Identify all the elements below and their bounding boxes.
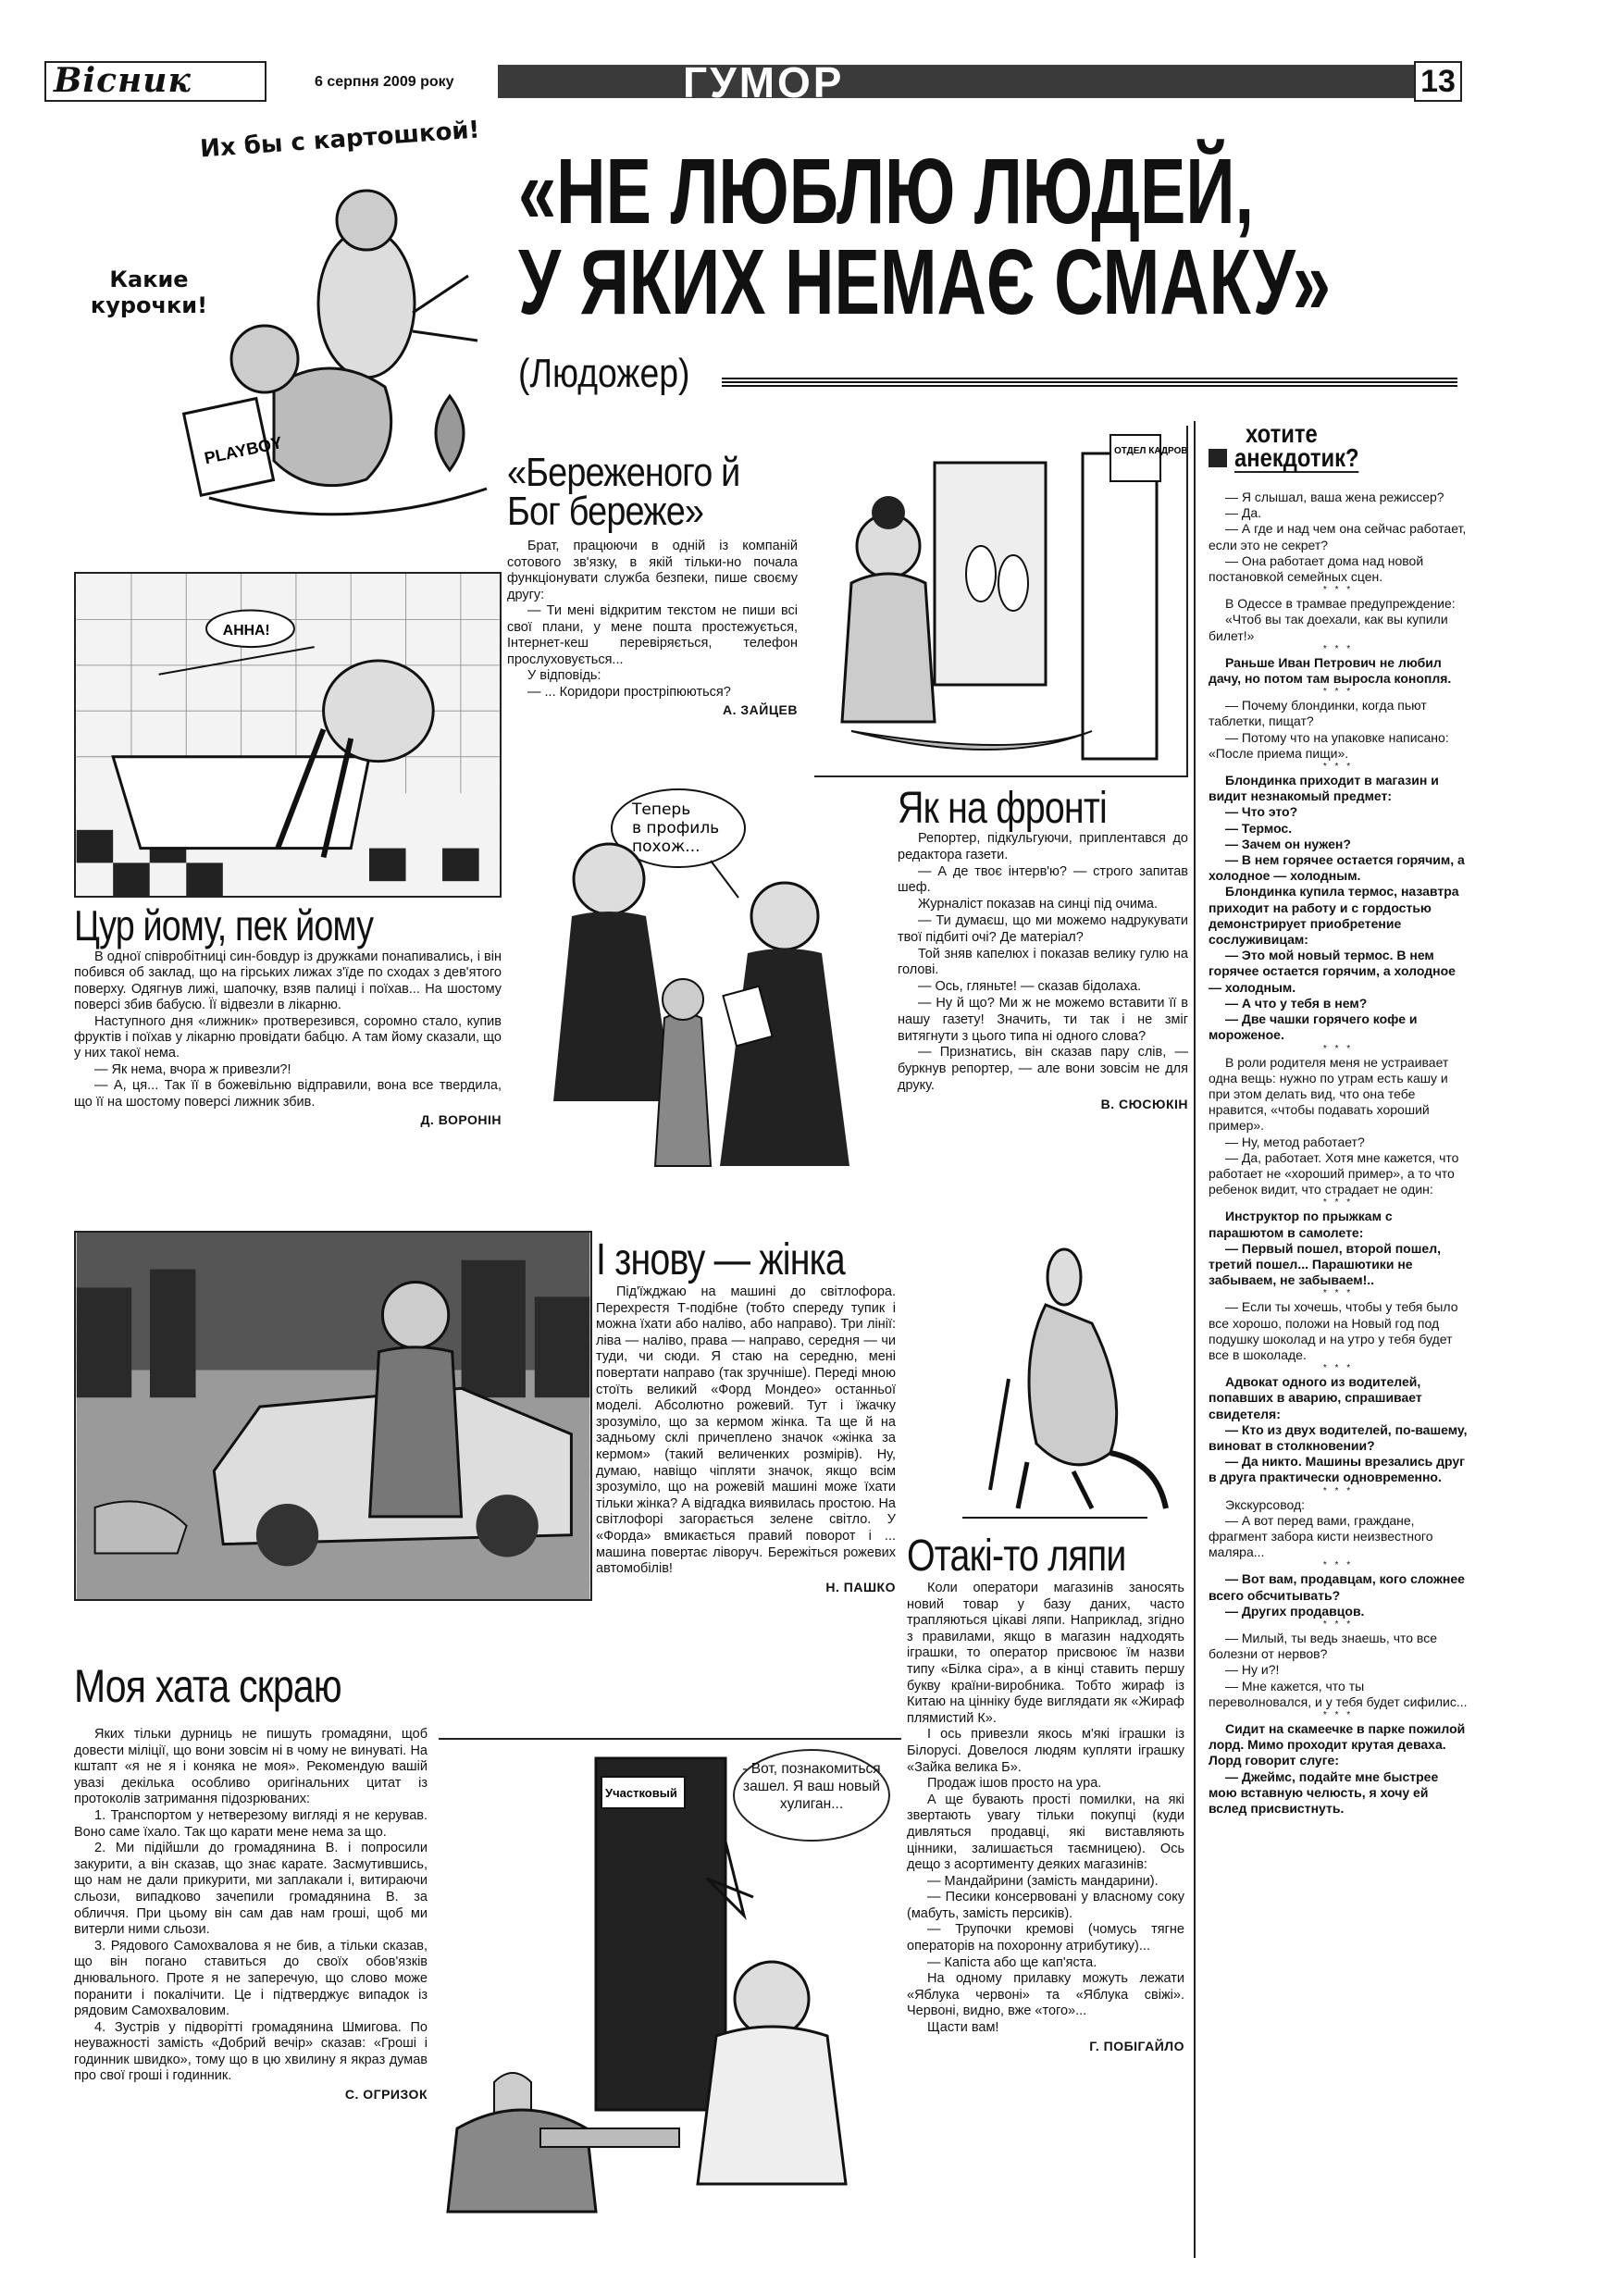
story-khata — [74, 1660, 428, 2103]
paragraph: — Мандайрини (замість мандарини). — [927, 1873, 1159, 1889]
guards-bubble-text: Теперь — [632, 800, 691, 819]
joke-line: — Почему блондинки, когда пьют таблетки, пищат? — [1209, 698, 1427, 729]
headline-rule — [722, 376, 1457, 387]
joke-separator: * * * — [1322, 1485, 1354, 1496]
joke-line: — Других продавцов. — [1225, 1603, 1365, 1619]
paragraph: А ще бувають прості помилки, на які звертають увагу тільки покупці (куди дивляться продавці, які виставляють цінники, залишається таємницею). Ось дещо з асортименту деяких магазинів: — [907, 1792, 1184, 1873]
police-door-sign: Участковый — [605, 1786, 677, 1800]
story-znovu-body — [596, 1284, 896, 1578]
office-sign: ОТДЕЛ КАДРОВ — [1114, 446, 1186, 456]
paragraph: — Трупочки кремові (чомусь тягне операторів на похоронну атрибутику)... — [907, 1922, 1184, 1954]
paragraph: — Ну й що? Ми ж не можемо вставити її в нашу газету! Значить, ти так і не зміг витягнути з цього типа ні одного слова? — [898, 995, 1188, 1044]
cavemen-drawing — [135, 165, 505, 544]
paragraph: Репортер, підкульгуючи, приплентався до редактора газети. — [898, 831, 1188, 862]
paragraph: 2. Ми підійшли до громадянина В. і попросили закурити, а він сказав, що знає карате. Засмутившись, що нам не дали прикурити, ми заплакали і, витираючи сльози, випадково зачепили громадянина В. за обличчя. При цьому він сам дав нам гроші, щоб ми витерли ними сльози. — [74, 1841, 428, 1938]
story-front-title: Як на фронті — [898, 784, 1107, 833]
story-bereg-body — [507, 539, 798, 701]
guards-bubble-text-line: в профиль — [632, 819, 720, 837]
story-znovu — [596, 1235, 896, 1594]
joke-separator: * * * — [1322, 643, 1354, 654]
cartoon-caption-chicks: Какие курочки! — [90, 267, 208, 318]
logo: Вісник — [54, 61, 192, 100]
joke-line: — Если ты хочешь, чтобы у тебя было все хорошо, положи на Новый год под подушку шоколад и на утро у тебя будет все в шоколаде. — [1209, 1299, 1458, 1362]
paragraph: В одної співробітниці син-бовдур із дружками понапивались, і він побився об заклад, що на гірських лижах з'їде по сходах з дев'ятого поверху. Одягнув лижі, шапочку, взяв палиці і поїхав... На шостому поверсі збив бабусю. Її відвезли в лікарню. — [74, 949, 502, 1013]
jokes-list — [1209, 490, 1468, 1817]
paragraph: — А де твоє інтерв'ю? — строго запитав шеф. — [898, 863, 1188, 896]
paragraph: Той зняв капелюх і показав велику гулю на голові. — [898, 946, 1188, 978]
joke-line: — Милый, ты ведь знаешь, что все болезни от нервов? — [1209, 1631, 1437, 1662]
story-tsur — [74, 901, 502, 1128]
paragraph: І ось привезли якось м'які іграшки із Білорусі. Довелося людям купляти іграшку «Зайка велика Б». — [907, 1727, 1184, 1775]
joke-separator: * * * — [1322, 1560, 1354, 1571]
issue-date: 6 серпня 2009 року — [315, 74, 454, 90]
story-znovu-signature: Н. ПАШКО — [825, 1579, 896, 1594]
headline-line-1: «НЕ ЛЮБЛЮ ЛЮДЕЙ, — [518, 140, 1255, 243]
jokes-square-icon — [1209, 449, 1227, 467]
kangaroo-cartoon — [925, 1240, 1175, 1527]
joke-line: — Я слышал, ваша жена режиссер? — [1225, 490, 1444, 504]
logo-box — [44, 61, 267, 102]
joke-line: — Она работает дома над новой постановкой семейных сцен. — [1209, 552, 1424, 585]
paragraph: 3. Рядового Самохвалова я не бив, а тільки сказав, що він погано ставиться до своїх обов'язків днювального. Проте я не заперечую, що слово може поранити і покалічити. Це і підтверджує випадок із рядовим Самохваловим. — [74, 1938, 428, 2019]
jokes-title-line-1: хотите — [1246, 419, 1318, 448]
joke-line: — Что это? — [1225, 804, 1298, 820]
joke-line: — Ну и?! — [1225, 1662, 1280, 1678]
headline-line-2: У ЯКИХ НЕМАЄ СМАКУ» — [518, 230, 1332, 334]
joke-line: — В нем горячее остается горячим, а холодное — холодным. — [1209, 852, 1465, 884]
story-khata-signature: С. ОГРИЗОК — [344, 2087, 428, 2103]
joke-line: Инструктор по прыжкам с парашютом в самолете: — [1209, 1209, 1393, 1240]
paragraph: На одному прилавку можуть лежати «Яблука червоні» та «Яблука свіжі». Червоні, видно, вже «того»... — [907, 1971, 1184, 2019]
paragraph: — Признатись, він сказав пару слів, — буркнув репортер, — але вони зовсім не для друку. — [898, 1045, 1188, 1093]
paragraph: Брат, працюючи в одній із компаній сотового зв'язку, в якій тільки-но почала функціонувати служба безпеки, пише своєму другу: — [507, 539, 798, 602]
story-front — [898, 784, 1188, 1111]
paragraph: — ... Коридори простріпюються? — [527, 684, 731, 700]
car-cartoon — [74, 1231, 592, 1601]
joke-line: — Потому что на упаковке написано: «После приема пищи». — [1209, 729, 1449, 761]
story-tsur-body — [74, 949, 502, 1110]
police-cartoon — [439, 1738, 901, 2219]
paragraph: Щасти вам! — [927, 2020, 999, 2036]
date-box — [267, 65, 498, 98]
joke-line: — Вот вам, продавцам, кого сложнее всего обсчитывать? — [1209, 1571, 1465, 1603]
paragraph: — Песики консервовані у власному соку (мабуть, замість персиків). — [907, 1890, 1184, 1921]
story-lyapy-signature: Г. ПОБІГАЙЛО — [1089, 2038, 1184, 2053]
main-headline — [518, 140, 1444, 334]
cavemen-cartoon — [80, 109, 505, 544]
bath-drawing — [76, 574, 500, 896]
paragraph: — А, ця... Так її в божевільню відправили, вона все твердила, що її на шостому поверсі лижник збив. — [74, 1078, 502, 1110]
story-tsur-signature: Д. ВОРОНІН — [420, 1112, 502, 1128]
joke-separator: * * * — [1322, 1619, 1354, 1630]
office-drawing — [814, 426, 1186, 775]
paragraph: — Ось, гляньте! — сказав бідолаха. — [918, 979, 1142, 995]
joke-separator: * * * — [1322, 1288, 1354, 1299]
page-number-box — [1414, 61, 1462, 102]
paragraph: 1. Транспортом у нетверезому вигляді я не керував. Воно саме їхало. Так що карати мене нема за що. — [74, 1807, 428, 1840]
joke-separator: * * * — [1322, 687, 1354, 698]
guards-drawing — [507, 777, 886, 1222]
paragraph: — Ти мені відкритим текстом не пиши всі свої плани, у мене пошта простежується, Інтернет-кеш перевіряється, телефон прослуховується... — [507, 603, 798, 667]
story-lyapy-body — [907, 1581, 1184, 2037]
section-title: ГУМОР — [683, 58, 845, 106]
kangaroo-drawing — [925, 1240, 1175, 1527]
story-lyapy-title: Отакі-то ляпи — [907, 1532, 1126, 1581]
story-znovu-title: І знову — жінка — [596, 1235, 845, 1284]
page-header — [44, 58, 1460, 106]
story-khata-body — [74, 1727, 428, 2085]
joke-line: «Чтоб вы так доехали, как вы купили билет!» — [1209, 612, 1448, 643]
joke-line: Блондинка купила термос, назавтра приходит на работу и с гордостью демонстрирует приобретение сослуживицам: — [1209, 884, 1459, 948]
paragraph: Наступного дня «лижник» протверезився, соромно стало, купив фруктів і поїхав у лікарню провідати бабцю. А там йому сказали, що у них такої нема. — [74, 1013, 502, 1061]
headline-attribution: (Людожер) — [518, 351, 690, 396]
jokes-title — [1209, 421, 1468, 477]
story-lyapy — [907, 1532, 1184, 2053]
joke-line: Сидит на скамеечке в парке пожилой лорд. Мимо проходит крутая деваха. Лорд говорит слуге: — [1209, 1721, 1466, 1768]
joke-line: — Термос. — [1225, 820, 1293, 836]
page-number: 13 — [1420, 64, 1456, 99]
joke-line: — Это мой новый термос. В нем горячее остается горячим, а холодное — холодным. — [1209, 948, 1456, 995]
joke-line: Раньше Иван Петрович не любил дачу, но потом там выросла конопля. — [1209, 654, 1452, 687]
guards-cartoon — [507, 777, 886, 1222]
car-drawing — [76, 1233, 590, 1599]
paragraph: Яких тільки дурниць не пишуть громадяни, щоб довести міліції, що вони зовсім ні в чому не винуваті. На кштапт «я не я і коняка не моя». Рекомендую вашій увазі декілька особливо оригінальних цитат із протоколів затримання підозрюваних: — [74, 1727, 428, 1807]
cartoon-caption-potatoes: Их бы с картошкой! — [199, 116, 481, 164]
joke-line: — Джеймс, подайте мне быстрее мою вставную челюсть, я хочу ей вслед присвистнуть. — [1209, 1768, 1439, 1817]
joke-separator: * * * — [1322, 585, 1354, 596]
joke-separator: * * * — [1322, 762, 1354, 773]
bath-cartoon — [74, 572, 502, 898]
joke-separator: * * * — [1322, 1363, 1354, 1374]
office-cartoon — [814, 426, 1188, 777]
joke-line: — Да. — [1225, 505, 1262, 521]
joke-line: — А что у тебя в нем? — [1225, 995, 1368, 1011]
paragraph: — Капіста або ще кап'яста. — [927, 1954, 1097, 1970]
paragraph: — Ти думаєш, що ми можемо надрукувати твої підбиті очі? Де матеріал? — [898, 912, 1188, 945]
guards-bubble-text-line: похож... — [632, 837, 700, 856]
joke-line: — Кто из двух водителей, по-вашему, виноват в столкновении? — [1209, 1421, 1468, 1453]
joke-line: Блондинка приходит в магазин и видит незнакомый предмет: — [1209, 773, 1439, 804]
police-bubble-text: - Вот, познакомиться зашел. Я ваш новый хулиган... — [742, 1761, 881, 1812]
joke-line: Адвокат одного из водителей, попавших в аварию, спрашивает свидетеля: — [1209, 1374, 1422, 1421]
story-bereg-title: «Береженого й Бог береже» — [507, 450, 740, 534]
joke-line: В Одессе в трамвае предупреждение: — [1225, 596, 1456, 612]
paragraph: Продаж ішов просто на ура. — [927, 1776, 1102, 1792]
paragraph: 4. Зустрів у підворітті громадянина Шмигова. По неуважності замість «Добрий вечір» сказав: «Гроші і годинник швидко», тому що в цю хвилину я якраз думав про свої гроші і годинник. — [74, 2019, 428, 2084]
joke-separator: * * * — [1322, 1043, 1354, 1054]
jokes-column — [1194, 421, 1468, 2258]
joke-line: — Зачем он нужен? — [1225, 836, 1351, 851]
joke-line: — Две чашки горячего кофе и мороженое. — [1209, 1011, 1418, 1043]
joke-line: — Ну, метод работает? — [1225, 1134, 1365, 1149]
joke-line: — Да никто. Машины врезались друг в друга практически одновременно. — [1209, 1454, 1465, 1485]
jokes-title-line-2: анекдотик? — [1234, 443, 1359, 472]
paragraph: Коли оператори магазинів заносять новий товар у базу даних, часто трапляються цікаві ляпи. Наприклад, згідно з правилами, якщо в магазин надходять іграшки, то оператор присвоює їм назви типу «Білка сіра», а в кінці ставить першу букву країни-виробника. Тобто жираф із Китаю на цінніку буде виглядати як «Жираф плямистий К». — [907, 1581, 1184, 1726]
paragraph: — Як нема, вчора ж привезли?! — [94, 1061, 291, 1077]
story-bereg — [507, 450, 798, 717]
joke-line: — А где и над чем она сейчас работает, если это не секрет? — [1209, 521, 1467, 552]
police-bubble — [733, 1749, 890, 1842]
story-front-body — [898, 831, 1188, 1095]
playboy-label: PLAYBOY — [203, 433, 284, 468]
paragraph: Журналіст показав на синці під очима. — [918, 897, 1159, 912]
story-front-signature: В. СЮСЮКІН — [1100, 1096, 1188, 1111]
paragraph: У відповідь: — [527, 668, 601, 683]
joke-separator: * * * — [1322, 1197, 1354, 1209]
story-bereg-signature: А. ЗАЙЦЕВ — [722, 702, 798, 717]
story-tsur-title: Цур йому, пек йому — [74, 901, 374, 949]
bath-bubble: АННА! — [222, 623, 270, 639]
joke-line: — Мне кажется, что ты переволновался, и у тебя будет сифилис... — [1209, 1678, 1468, 1709]
joke-separator: * * * — [1322, 1710, 1354, 1721]
joke-line: Экскурсовод: — [1225, 1496, 1306, 1512]
paragraph: Під'їжджаю на машині до світлофора. Перехрестя Т-подібне (тобто спереду тупик і можна їхати або наліво, або направо). Три лінії: ліва — наліво, права — направо, середня — чи туди, чи сюди. Я стаю на середню, мені повертати направо (так зручніше). Переді мною стоїть великий «Форд Мондео» останньої моделі. Абсолютно рожевий. Тут і їжачку зрозуміло, що за кермом жінка. Та ще й на задньому склі причеплено значок «жінка за кермом» (такий величенких розмірів). Ну, думаю, навіщо чіпляти значок, якщо всім зрозуміло, що на рожевій машині може їхати тільки жінка? А відгадка виявилась простою. На світлофорі загорається зелене світло. У «Форда» вмикається правий поворот і ... машина повертає ліворуч. Бережіться рожевих автомобілів! — [596, 1284, 896, 1577]
joke-line: В роли родителя меня не устраивает одна вещь: нужно по утрам есть кашу и при этом делать вид, что она тебе нравится, «чтобы подавать хороший пример». — [1209, 1054, 1449, 1134]
story-khata-title: Моя хата скраю — [74, 1660, 341, 1712]
joke-line: — А вот перед вами, граждане, фрагмент забора кисти неизвестного маляра... — [1209, 1512, 1433, 1560]
joke-line: — Да, работает. Хотя мне кажется, что работает не «хороший пример», а то что ребенок видит, что страдает не один: — [1209, 1149, 1459, 1197]
joke-line: — Первый пошел, второй пошел, третий пошел... Парашютики не забываем, не забываем!.. — [1209, 1240, 1441, 1288]
